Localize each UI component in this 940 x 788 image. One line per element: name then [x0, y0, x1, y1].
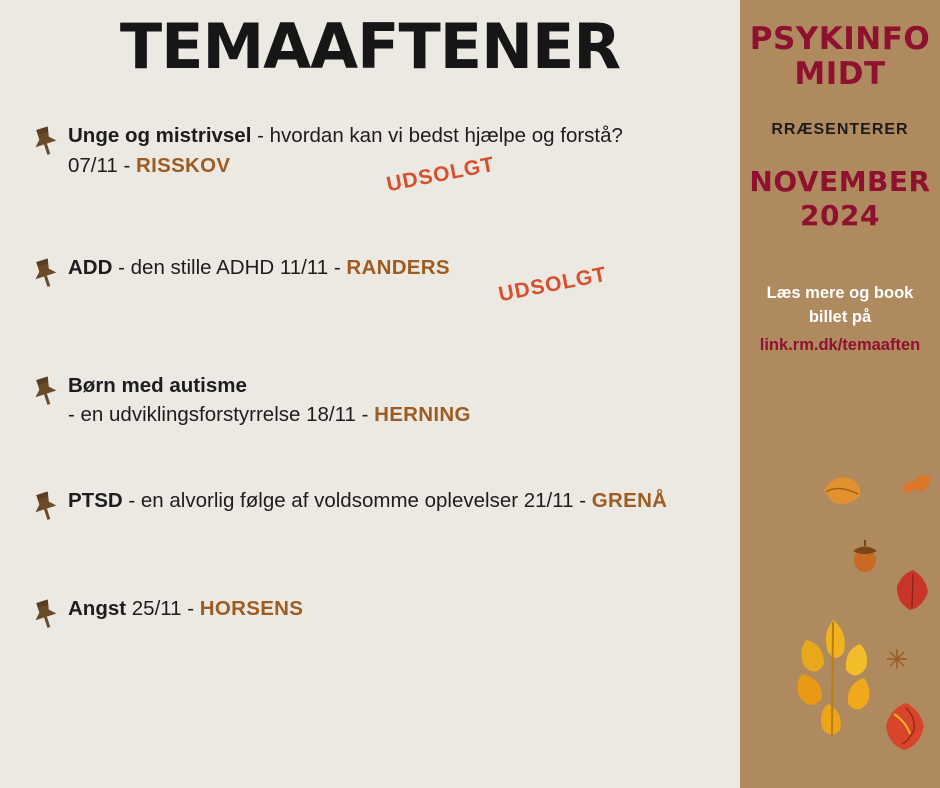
pushpin-icon	[26, 375, 68, 405]
event-city: RANDERS	[346, 255, 450, 279]
status-badge: UDSOLGT	[496, 262, 609, 306]
event-text	[68, 121, 678, 180]
event-city: HORSENS	[199, 596, 304, 620]
booking-link[interactable]: link.rm.dk/temaaften	[759, 336, 921, 355]
status-badge: UDSOLGT	[384, 152, 497, 197]
booking-info	[740, 281, 940, 358]
event-text	[68, 253, 450, 283]
event-city: RISSKOV	[136, 153, 231, 177]
pushpin-icon	[26, 598, 68, 628]
event-title: Børn med autisme	[68, 373, 247, 397]
leaf-icon	[778, 612, 888, 747]
pushpin-icon	[26, 490, 68, 520]
page-title: TEMAAFTENER	[119, 10, 621, 83]
event-list	[0, 121, 740, 650]
acorn-icon	[848, 538, 882, 579]
leaf-icon	[900, 478, 918, 501]
event-city: GRENÅ	[591, 488, 668, 512]
booking-line-1: Læs mere og book	[766, 283, 914, 302]
leaf-icon	[892, 568, 934, 617]
leaf-icon	[880, 700, 932, 759]
list-item	[26, 371, 740, 430]
brand-name	[740, 22, 940, 91]
event-title: Angst	[68, 596, 127, 620]
event-description: - den stille ADHD 11/11 -	[112, 255, 347, 279]
month-label: NOVEMBER	[749, 165, 931, 199]
list-item	[26, 121, 740, 197]
list-item	[26, 253, 740, 309]
event-description: - hvordan kan vi bedst hjælpe og forstå? 07/11 -	[68, 124, 623, 177]
brand-line-2: MIDT	[794, 55, 886, 92]
leaf-icon	[886, 648, 908, 675]
date-block	[740, 165, 940, 232]
event-title: PTSD	[68, 488, 123, 512]
pushpin-icon	[26, 125, 68, 155]
leaf-icon	[818, 470, 866, 515]
event-description: 25/11 -	[126, 596, 200, 620]
event-title: ADD	[68, 255, 113, 279]
event-description: - en udviklingsforstyrrelse 18/11 -	[68, 403, 375, 427]
event-title: Unge og mistrivsel	[68, 124, 252, 148]
brand-line-1: PSYKINFO	[749, 21, 931, 57]
event-text	[68, 486, 667, 516]
event-text	[68, 371, 471, 430]
list-item	[26, 594, 740, 650]
year-label: 2024	[800, 199, 880, 233]
sidebar	[740, 0, 940, 788]
event-text	[68, 594, 303, 624]
pushpin-icon	[26, 257, 68, 287]
leaf-icon	[908, 470, 934, 501]
event-description: - en alvorlig følge af voldsomme oplevelser 21/11 -	[122, 488, 592, 512]
presents-label: RRÆSENTERER	[771, 121, 909, 139]
booking-line-2: billet på	[808, 308, 872, 327]
list-item	[26, 486, 740, 542]
event-city: HERNING	[374, 403, 471, 427]
